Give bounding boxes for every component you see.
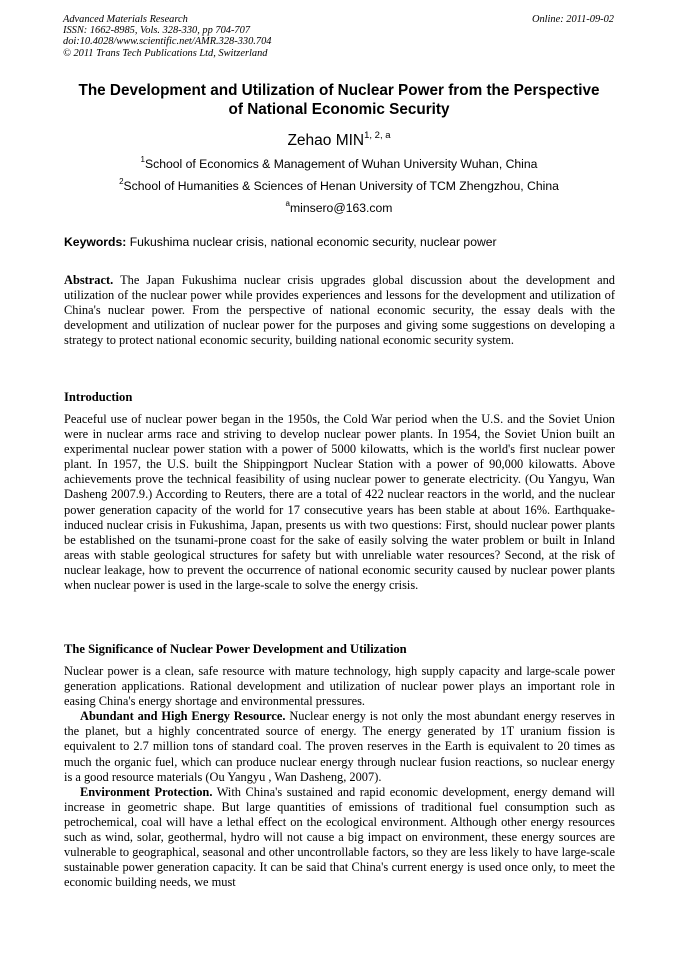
section-heading-introduction: Introduction <box>64 390 133 404</box>
paragraph-text: Nuclear energy is not only the most abundant energy reserves in the planet, but a highly concentrated source of energy. The energy generated by 1T uranium fission is equivalent to 2.7 million tons of standard coal. The proven reserves in the Earth is equivalent to 20 times as much the organic fuel, which can produce nuclear energy through nuclear fusion reactions, so nuclear energy is a good resource materials (Ou Yangyu , Wan Dasheng, 2007). <box>64 709 615 784</box>
affiliation-1 <box>60 157 618 171</box>
affiliation-marker: 1 <box>140 155 145 164</box>
abstract <box>64 273 615 348</box>
keywords-label: Keywords: <box>64 235 127 249</box>
section-heading-significance: The Significance of Nuclear Power Development and Utilization <box>64 642 407 656</box>
paragraph-text: With China's sustained and rapid economic development, energy demand will increase in geometric shape. But large quantities of emissions of traditional fuel consumption such as petrochemical, coal will have a lethal effect on the ecological environment. Although other energy resources such as wind, solar, geothermal, hydro will not cause a big impact on environment, these energy sources are vulnerable to geographical, seasonal and other uncontrollable factors, so they are less likely to have large-scale sustainable power generation capacity. It can be said that China's current energy is used once only, to meet the economic building needs, we must <box>64 784 615 890</box>
title-line-2: of National Economic Security <box>228 101 450 118</box>
affiliation-text: School of Humanities & Sciences of Henan University of TCM Zhengzhou, China <box>123 179 559 193</box>
paragraph: Nuclear power is a clean, safe resource with mature technology, high supply capacity and large-scale power generation applications. Rational development and utilization of nuclear power plays an important role in easing China's energy shortage and environmental pressures. <box>64 664 615 709</box>
author-line <box>60 132 618 150</box>
issn-line: ISSN: 1662-8985, Vols. 328-330, pp 704-707 <box>63 25 251 37</box>
significance-body <box>64 664 615 890</box>
introduction-body <box>64 412 615 593</box>
doi-line: doi:10.4028/www.scientific.net/AMR.328-330.704 <box>63 36 272 48</box>
online-date: Online: 2011-09-02 <box>531 14 614 25</box>
subsection-abundant-energy <box>64 709 615 784</box>
copyright-line: © 2011 Trans Tech Publications Ltd, Switzerland <box>63 47 268 59</box>
abstract-label: Abstract. <box>64 273 114 287</box>
run-in-heading: Environment Protection. <box>80 784 213 799</box>
author-name: Zehao MIN <box>287 132 365 149</box>
paper-title <box>60 81 618 119</box>
subsection-environment-protection <box>64 785 615 891</box>
email-link[interactable]: minsero@163.com <box>289 201 393 215</box>
affiliation-text: School of Economics & Management of Wuhan University Wuhan, China <box>144 157 538 171</box>
run-in-heading: Abundant and High Energy Resource. <box>80 709 286 724</box>
title-line-1: The Development and Utilization of Nuclear Power from the Perspective <box>78 82 600 99</box>
author-superscript: 1, 2, a <box>364 130 391 141</box>
keywords-text: Fukushima nuclear crisis, national economic security, nuclear power <box>126 235 497 249</box>
author-email <box>60 201 618 215</box>
keywords <box>64 235 497 249</box>
affiliation-marker: 2 <box>119 177 124 186</box>
journal-name: Advanced Materials Research <box>63 14 188 25</box>
paragraph: Peaceful use of nuclear power began in the 1950s, the Cold War period when the U.S. and the Soviet Union were in nuclear arms race and striving to develop nuclear power plants. In 1954, the Soviet Union built an experimental nuclear power station with a power of 5000 kilowatts, which is the world's first nuclear power plant. In 1957, the U.S. built the Shippingport Nuclear Station with a power of 90,000 kilowatts. Above achievements prove the technical feasibility of using nuclear power to generate electricity. (Ou Yangyu, Wan Dasheng 2007.9.) According to Reuters, there are a total of 422 nuclear reactors in the world, and the nuclear power generation capacity of the world for 17 consecutive years has been stable at about 16%. Earthquake-induced nuclear crisis in Fukushima, Japan, presents us with two questions: First, should nuclear power plants be established on the tsunami-prone coast for the sake of easily solving the water problem or built in Inland areas with stable geological structures for safety but with unreliable water resources? Second, at the risk of nuclear leakage, how to prevent the occurrence of national economic security caused by nuclear power plants when nuclear power is used in the large-scale to solve the energy crisis. <box>64 412 615 593</box>
email-marker: a <box>285 199 290 208</box>
journal-header <box>63 14 271 59</box>
abstract-text: The Japan Fukushima nuclear crisis upgrades global discussion about the development and utilization of the nuclear power while provides experiences and lessons for the development and utilization of China's nuclear power. From the perspective of national economic security, the essay deals with the development and utilization of nuclear power for the purposes and giving some suggestions on developing a strategy to protect national economic security, building national economic security system. <box>64 273 615 348</box>
affiliation-2 <box>60 179 618 193</box>
